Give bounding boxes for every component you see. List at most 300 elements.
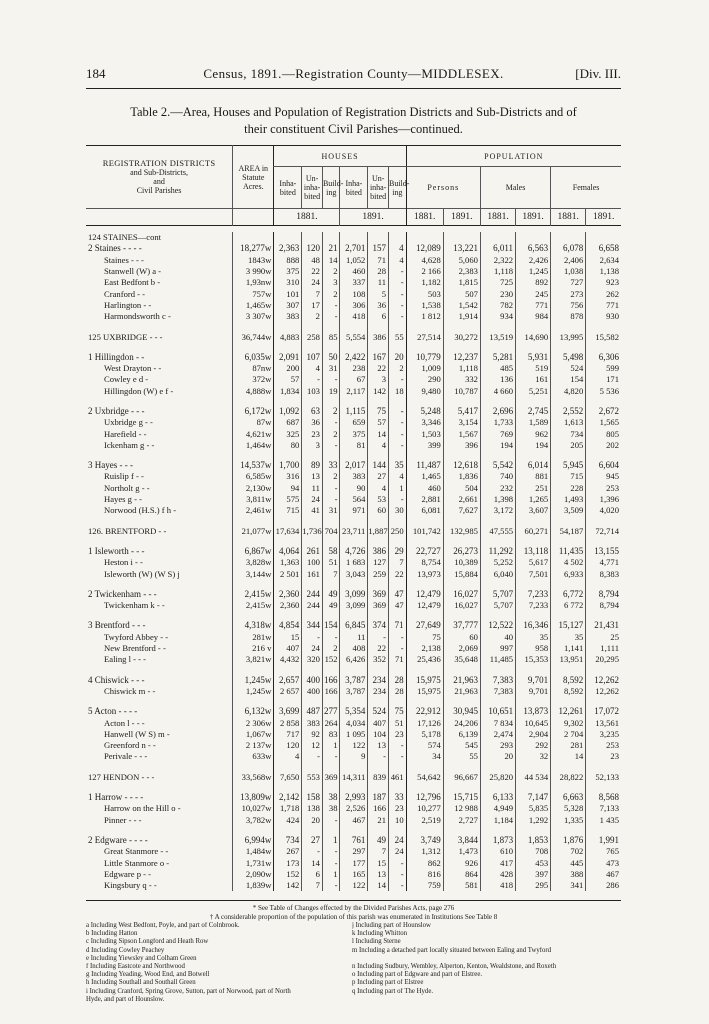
cell-h81b: 50	[322, 352, 340, 363]
cell-h81u	[302, 232, 323, 243]
cell-p81: 15,975	[406, 675, 443, 686]
cell-f81: 878	[551, 311, 586, 322]
cell-f91: 8,383	[586, 568, 621, 579]
cell-h81u: 12	[302, 740, 323, 751]
cell-m81: 934	[480, 311, 515, 322]
spacer-cell	[274, 451, 302, 460]
cell-p91: 30,272	[443, 331, 480, 342]
cell-f91: 3,235	[586, 729, 621, 740]
cell-m81: 740	[480, 471, 515, 482]
row-name: 2 Twickenham - - -	[88, 588, 157, 599]
spacer-row	[86, 783, 621, 792]
cell-h81i: 200	[274, 363, 302, 374]
cell-h91i: 3,787	[340, 686, 368, 697]
cell-f81	[551, 232, 586, 243]
spacer-cell	[86, 451, 233, 460]
cell-p81: 27,649	[406, 620, 443, 631]
col-header-houses: HOUSES	[274, 146, 406, 167]
cell-m91: 245	[516, 288, 551, 299]
cell-h91b: 4	[389, 243, 407, 254]
cell-m91: 2,904	[516, 729, 551, 740]
cell-m91: 7,147	[516, 792, 551, 803]
cell-h81b: 19	[322, 386, 340, 397]
cell-h81b: 2	[322, 288, 340, 299]
cell-h81b: 51	[322, 557, 340, 568]
spacer-cell	[516, 322, 551, 331]
cell-h81u: 17	[302, 300, 323, 311]
footnote-left-item: a Including West Bedfont, Poyle, and part of Colnbrook.	[86, 922, 240, 929]
cell-m91: 5,251	[516, 386, 551, 397]
row-name: Norwood (H.S.) f h -	[104, 505, 177, 516]
cell-h81b: 2	[322, 471, 340, 482]
cell-h81i: 2,360	[274, 589, 302, 600]
cell-area: 3,811w	[233, 494, 274, 505]
cell-h81b: -	[322, 417, 340, 428]
cell-p91: 10,787	[443, 386, 480, 397]
cell-p81: 75	[406, 632, 443, 643]
cell-h81i: 4,883	[274, 331, 302, 342]
cell-f91: 253	[586, 740, 621, 751]
cell-p91: 1,914	[443, 311, 480, 322]
cell-m91: 161	[516, 374, 551, 385]
cell-f91: 6,306	[586, 352, 621, 363]
spacer-row	[86, 826, 621, 835]
cell-h91u: 386	[368, 546, 389, 557]
spacer-cell	[322, 322, 340, 331]
cell-p81: 12,479	[406, 589, 443, 600]
running-head	[86, 66, 621, 82]
table-row	[86, 643, 621, 654]
cell-p91: 60	[443, 632, 480, 643]
spacer-cell	[586, 397, 621, 406]
cell-h81u: 4	[302, 363, 323, 374]
col-header-building-1881: Build-ing	[322, 167, 340, 209]
row-name: 2 Staines - - - -	[88, 243, 142, 254]
cell-h81i: 3,699	[274, 706, 302, 717]
row-name: Twickenham k - -	[104, 600, 165, 611]
table-row	[86, 277, 621, 288]
cell-h81b: 3	[322, 277, 340, 288]
cell-p81: 1,465	[406, 471, 443, 482]
cell-h81i: 1,092	[274, 406, 302, 417]
cell-h91i: 383	[340, 471, 368, 482]
cell-h91u: 234	[368, 675, 389, 686]
spacer-cell	[368, 451, 389, 460]
table-row	[86, 686, 621, 697]
spacer-cell	[233, 517, 274, 526]
cell-h81u: 22	[302, 266, 323, 277]
spacer-cell	[406, 537, 443, 546]
cell-h91b: 7	[389, 557, 407, 568]
spacer-cell	[302, 763, 323, 772]
table-row	[86, 417, 621, 428]
cell-h91u: 187	[368, 792, 389, 803]
cell-f81: 1,141	[551, 643, 586, 654]
row-name: East Bedfont b -	[104, 277, 161, 288]
cell-p81: 816	[406, 869, 443, 880]
cell-h91i: 460	[340, 266, 368, 277]
cell-h81b: 154	[322, 620, 340, 631]
cell-h91b: -	[389, 440, 407, 451]
cell-f81: 54,187	[551, 526, 586, 537]
cell-h91b: -	[389, 643, 407, 654]
cell-h91i: 67	[340, 374, 368, 385]
spacer-cell	[233, 397, 274, 406]
table-row	[86, 557, 621, 568]
cell-area: 281w	[233, 632, 274, 643]
cell-h81i: 17,634	[274, 526, 302, 537]
cell-h81b: -	[322, 311, 340, 322]
table-row	[86, 740, 621, 751]
cell-h81b: 7	[322, 568, 340, 579]
spacer-cell	[389, 580, 407, 589]
cell-f81: 1,335	[551, 814, 586, 825]
spacer-cell	[368, 611, 389, 620]
cell-h91i: 3,787	[340, 675, 368, 686]
cell-p81: 290	[406, 374, 443, 385]
cell-h81b: -	[322, 300, 340, 311]
cell-p91: 332	[443, 374, 480, 385]
spacer-cell	[480, 697, 515, 706]
row-name: Twyford Abbey - -	[104, 631, 169, 642]
cell-m81: 4 660	[480, 386, 515, 397]
cell-h91u: 386	[368, 331, 389, 342]
spacer-cell	[586, 580, 621, 589]
cell-m81: 1,733	[480, 417, 515, 428]
footnote-right-item: p Including part of Elstree	[352, 979, 424, 987]
cell-p81: 3,749	[406, 835, 443, 846]
table-row	[86, 331, 621, 342]
cell-f91: 771	[586, 300, 621, 311]
cell-m81: 232	[480, 483, 515, 494]
cell-m81: 40	[480, 632, 515, 643]
spacer-cell	[406, 451, 443, 460]
cell-m91: 453	[516, 857, 551, 868]
cell-f81: 8,592	[551, 675, 586, 686]
cell-p91: 1,473	[443, 846, 480, 857]
cell-area	[233, 232, 274, 243]
cell-p81: 5,248	[406, 406, 443, 417]
spacer-cell	[322, 763, 340, 772]
cell-h91b: 23	[389, 729, 407, 740]
cell-p81: 9,480	[406, 386, 443, 397]
table-row	[86, 266, 621, 277]
cell-h81i: 687	[274, 417, 302, 428]
cell-h91i: 2,422	[340, 352, 368, 363]
cell-m81: 7,383	[480, 675, 515, 686]
table-row	[86, 483, 621, 494]
cell-h81i: 307	[274, 300, 302, 311]
cell-h81i: 101	[274, 288, 302, 299]
cell-f81: 13,951	[551, 654, 586, 665]
table-row	[86, 857, 621, 868]
cell-f91: 253	[586, 483, 621, 494]
table-row	[86, 494, 621, 505]
cell-m91: 5,835	[516, 803, 551, 814]
cell-m81: 417	[480, 857, 515, 868]
cell-h91b: -	[389, 266, 407, 277]
cell-p81: 1,538	[406, 300, 443, 311]
cell-p91: 864	[443, 869, 480, 880]
cell-h81i: 717	[274, 729, 302, 740]
spacer-cell	[586, 451, 621, 460]
cell-h91u: 75	[368, 406, 389, 417]
cell-m91: 6,014	[516, 460, 551, 471]
cell-m81: 5,281	[480, 352, 515, 363]
cell-h81u: 89	[302, 460, 323, 471]
spacer-cell	[86, 517, 233, 526]
cell-h81b: 277	[322, 706, 340, 717]
spacer-cell	[480, 666, 515, 675]
footnote-right-item: l Including Sterne	[352, 938, 401, 946]
cell-f81: 35	[551, 632, 586, 643]
cell-f81: 1,493	[551, 494, 586, 505]
cell-m81: 194	[480, 440, 515, 451]
row-name: Hayes g - -	[104, 494, 142, 505]
spacer-cell	[516, 517, 551, 526]
cell-p81: 13,973	[406, 568, 443, 579]
cell-p91: 96,667	[443, 772, 480, 783]
cell-f81: 445	[551, 857, 586, 868]
cell-p81: 8,754	[406, 557, 443, 568]
cell-h91b: -	[389, 288, 407, 299]
spacer-cell	[389, 517, 407, 526]
cell-h91b	[389, 232, 407, 243]
cell-area: 21,077w	[233, 526, 274, 537]
footnote-left-item: f Including Eastcote and Northwood	[86, 963, 185, 971]
cell-h91i: 337	[340, 277, 368, 288]
cell-m91: 892	[516, 277, 551, 288]
row-name: Heston i - -	[104, 557, 143, 568]
cell-f91: 13,155	[586, 546, 621, 557]
cell-p81: 12,479	[406, 600, 443, 611]
spacer-cell	[274, 322, 302, 331]
spacer-cell	[389, 826, 407, 835]
cell-h91u: 21	[368, 814, 389, 825]
cell-h91b: -	[389, 494, 407, 505]
table-row	[86, 869, 621, 880]
cell-h81b: 1	[322, 740, 340, 751]
cell-f81: 8,592	[551, 686, 586, 697]
cell-m81: 136	[480, 374, 515, 385]
cell-p81: 460	[406, 483, 443, 494]
spacer-cell	[322, 666, 340, 675]
spacer-cell	[551, 697, 586, 706]
spacer-cell	[516, 826, 551, 835]
cell-p81: 10,779	[406, 352, 443, 363]
cell-p81: 12,089	[406, 243, 443, 254]
cell-h81b: 21	[322, 243, 340, 254]
cell-h91u: 14	[368, 428, 389, 439]
spacer-cell	[443, 666, 480, 675]
spacer-cell	[274, 697, 302, 706]
table-row	[86, 729, 621, 740]
cell-f81: 2 704	[551, 729, 586, 740]
note-star: * See Table of Changes effected by the Divided Parishes Acts, page 276	[252, 904, 455, 912]
cell-p91: 1,118	[443, 363, 480, 374]
cell-m91: 251	[516, 483, 551, 494]
footnote-left-item: c Including Sipson Longford and Heath Row	[86, 938, 209, 946]
cell-h91i: 2,117	[340, 386, 368, 397]
cell-area: 14,537w	[233, 460, 274, 471]
spacer-cell	[86, 343, 233, 352]
cell-m91: 1,589	[516, 417, 551, 428]
cell-h91b: 55	[389, 331, 407, 342]
spacer-row	[86, 322, 621, 331]
cell-f91: 171	[586, 374, 621, 385]
cell-h81u: 20	[302, 814, 323, 825]
cell-h91b: 33	[389, 792, 407, 803]
cell-p81: 862	[406, 857, 443, 868]
spacer-cell	[551, 451, 586, 460]
table-row	[86, 835, 621, 846]
cell-h81i: 4,064	[274, 546, 302, 557]
cell-f91: 72,714	[586, 526, 621, 537]
spacer-cell	[551, 580, 586, 589]
spacer-cell	[516, 763, 551, 772]
cell-f81: 228	[551, 483, 586, 494]
cell-m91: 3,607	[516, 505, 551, 516]
table-row	[86, 352, 621, 363]
spacer-row	[86, 397, 621, 406]
cell-p81: 11,487	[406, 460, 443, 471]
cell-h81b: -	[322, 814, 340, 825]
table-row	[86, 460, 621, 471]
cell-m91: 5,617	[516, 557, 551, 568]
spacer-cell	[443, 397, 480, 406]
spacer-cell	[368, 763, 389, 772]
spacer-cell	[322, 783, 340, 792]
cell-area: 1,245w	[233, 686, 274, 697]
cell-m91	[516, 232, 551, 243]
cell-h81b: 33	[322, 460, 340, 471]
cell-m91: 194	[516, 440, 551, 451]
cell-p81: 2,519	[406, 814, 443, 825]
cell-m81: 725	[480, 277, 515, 288]
row-name: 127 HENDON - - -	[88, 771, 155, 782]
cell-area: 36,744w	[233, 331, 274, 342]
cell-f81: 702	[551, 846, 586, 857]
spacer-cell	[340, 343, 368, 352]
cell-h91i: 165	[340, 869, 368, 880]
cell-h81u: 158	[302, 792, 323, 803]
table-row	[86, 568, 621, 579]
cell-h91b: -	[389, 417, 407, 428]
table-row	[86, 428, 621, 439]
cell-area: 3,828w	[233, 557, 274, 568]
cell-p91: 1,815	[443, 277, 480, 288]
cell-h81b: 31	[322, 505, 340, 516]
cell-h81u: 161	[302, 568, 323, 579]
cell-h81b: 14	[322, 255, 340, 266]
spacer-cell	[86, 322, 233, 331]
spacer-row	[86, 697, 621, 706]
cell-m91: 771	[516, 300, 551, 311]
spacer-cell	[368, 517, 389, 526]
spacer-cell	[516, 537, 551, 546]
row-name: 5 Acton - - - -	[88, 706, 138, 717]
spacer-cell	[480, 451, 515, 460]
cell-m81: 5,542	[480, 460, 515, 471]
cell-h81b: 1	[322, 869, 340, 880]
spacer-cell	[516, 580, 551, 589]
cell-m91: 13,873	[516, 706, 551, 717]
cell-h91u: 28	[368, 266, 389, 277]
cell-f81: 28,822	[551, 772, 586, 783]
col-header-reg-districts: REGISTRATION DISTRICTS and Sub-Districts, and Civil Parishes	[102, 158, 216, 195]
cell-m91: 397	[516, 869, 551, 880]
cell-h81i: 1,363	[274, 557, 302, 568]
cell-f91: 8,568	[586, 792, 621, 803]
cell-h91i	[340, 232, 368, 243]
cell-h81u: 24	[302, 277, 323, 288]
year-females-1891: 1891.	[586, 209, 621, 226]
cell-h81u: 24	[302, 494, 323, 505]
cell-m81: 10,651	[480, 706, 515, 717]
footnote-left-item: g Including Yeading, Wood End, and Botwell	[86, 971, 210, 979]
cell-h81b: 166	[322, 686, 340, 697]
spacer-cell	[322, 826, 340, 835]
cell-h81i: 325	[274, 428, 302, 439]
table-row	[86, 654, 621, 665]
cell-area: 4,318w	[233, 620, 274, 631]
cell-f91: 7,133	[586, 803, 621, 814]
cell-h81i: 2 657	[274, 686, 302, 697]
cell-h91u: 60	[368, 505, 389, 516]
cell-h81i: 715	[274, 505, 302, 516]
spacer-cell	[274, 397, 302, 406]
cell-h91b: 47	[389, 600, 407, 611]
cell-area: 4,888w	[233, 386, 274, 397]
cell-f81: 6,663	[551, 792, 586, 803]
cell-h81i: 2,657	[274, 675, 302, 686]
cell-p91: 16,027	[443, 600, 480, 611]
spacer-cell	[480, 580, 515, 589]
spacer-cell	[443, 537, 480, 546]
cell-h81i: 4,854	[274, 620, 302, 631]
cell-f91: 25	[586, 632, 621, 643]
cell-f91: 1,396	[586, 494, 621, 505]
spacer-cell	[406, 611, 443, 620]
cell-f91: 8,794	[586, 600, 621, 611]
spacer-cell	[389, 611, 407, 620]
year-persons-1881: 1881.	[406, 209, 443, 226]
spacer-cell	[340, 763, 368, 772]
col-header-uninhabited-1891: Un-inha-bited	[368, 167, 389, 209]
cell-h81u: 400	[302, 686, 323, 697]
cell-f91: 467	[586, 869, 621, 880]
cell-h91i: 6,426	[340, 654, 368, 665]
cell-h91i: 4,726	[340, 546, 368, 557]
cell-h91b: -	[389, 374, 407, 385]
cell-h91b: 2	[389, 363, 407, 374]
spacer-cell	[233, 826, 274, 835]
cell-p91: 545	[443, 740, 480, 751]
cell-p81: 1 812	[406, 311, 443, 322]
cell-h91i: 306	[340, 300, 368, 311]
row-name: Stanwell (W) a -	[104, 266, 162, 277]
cell-m81: 20	[480, 751, 515, 762]
cell-h91u: 167	[368, 352, 389, 363]
spacer-cell	[389, 537, 407, 546]
cell-h81u: 1,736	[302, 525, 322, 536]
cell-m91: 44 534	[516, 772, 551, 783]
cell-p81: 101,742	[406, 526, 443, 537]
cell-m81: 2,696	[480, 406, 515, 417]
cell-f91: 286	[586, 880, 621, 891]
spacer-cell	[86, 666, 233, 675]
row-name: Hillingdon (W) e f -	[104, 385, 174, 396]
